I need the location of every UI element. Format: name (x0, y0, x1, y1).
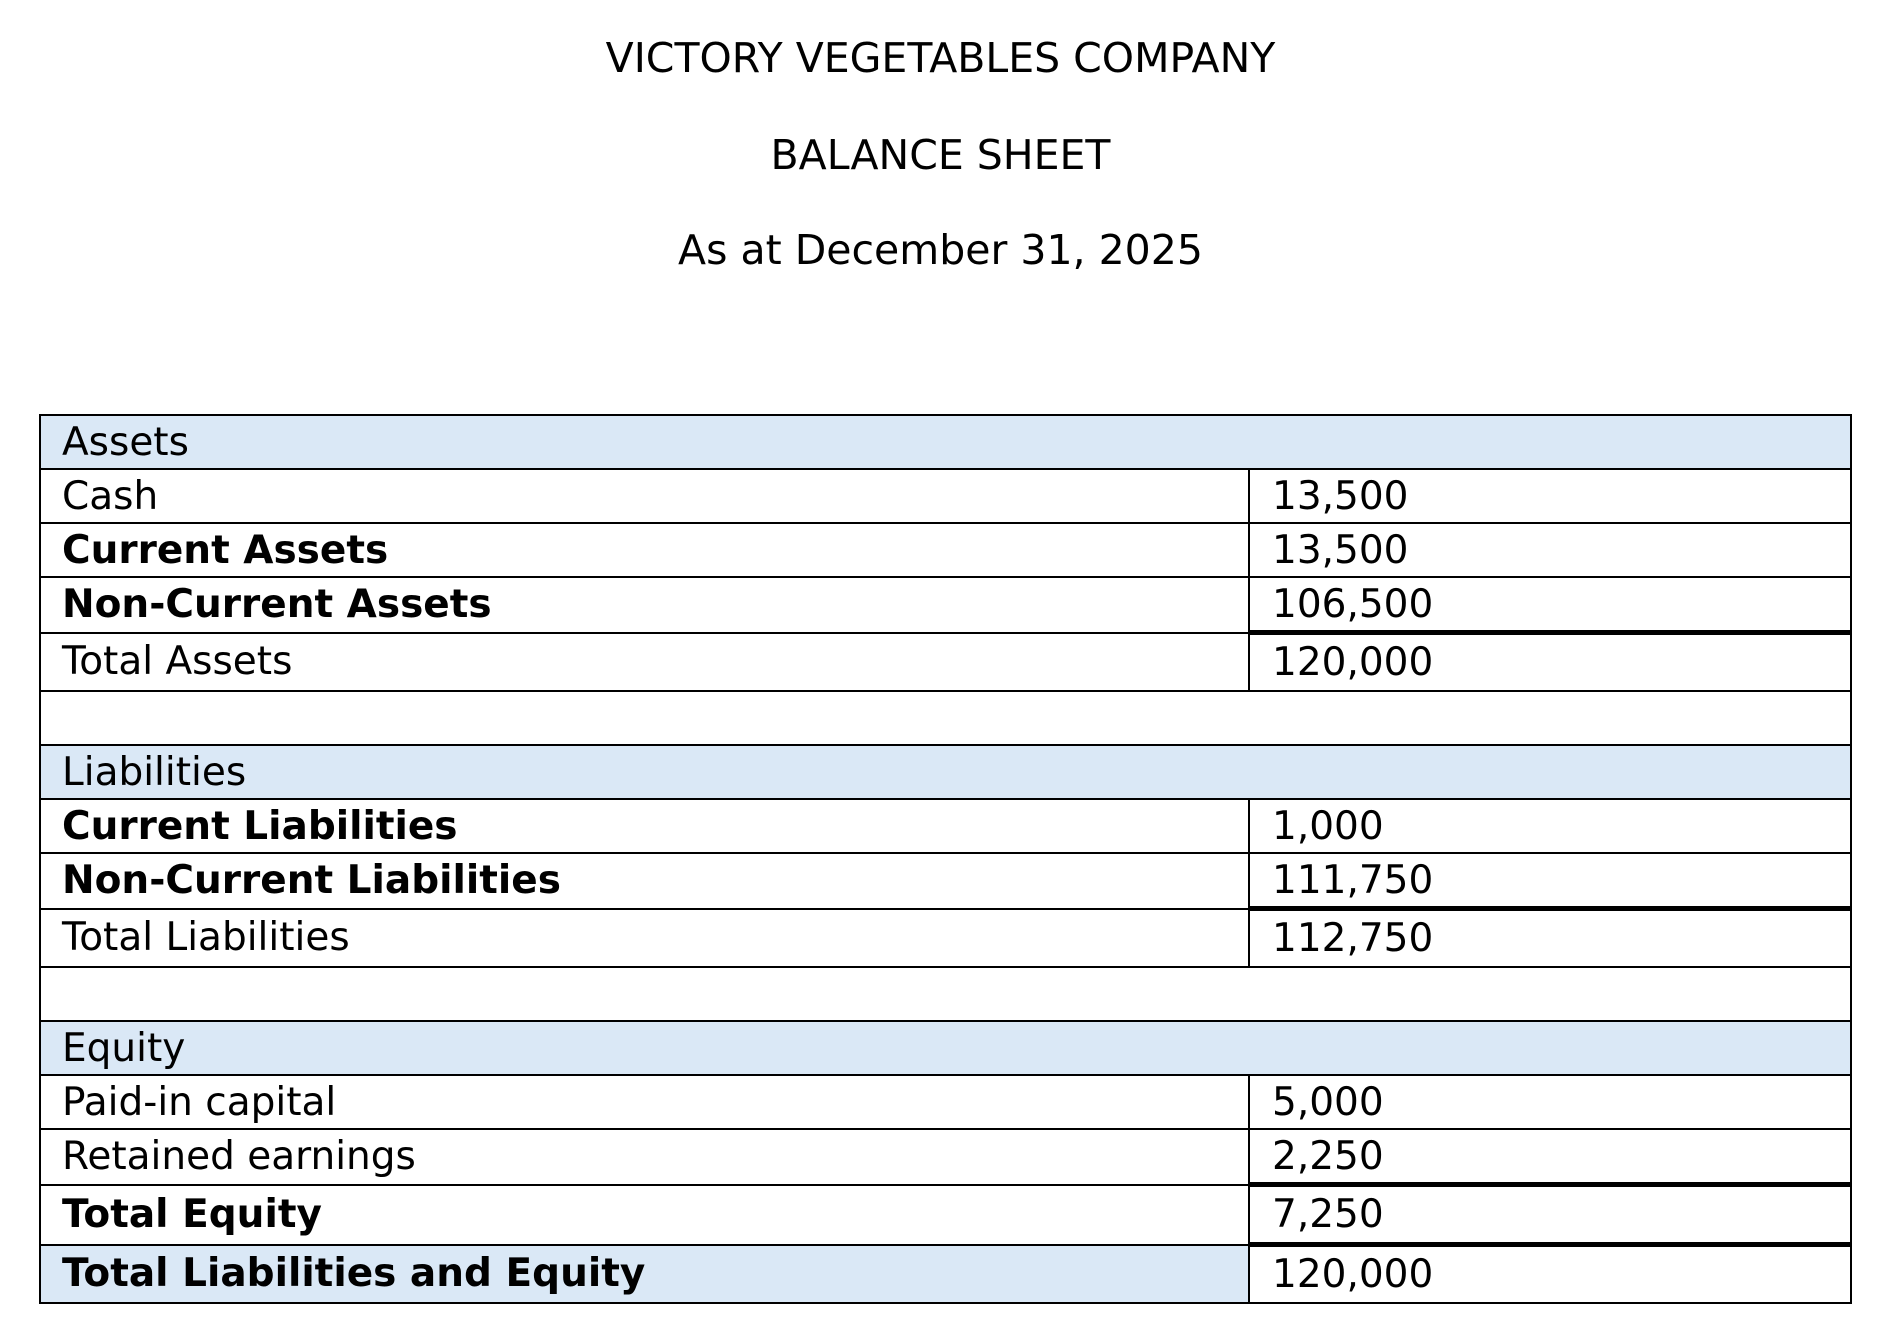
table-row (40, 853, 1851, 909)
total-value: 112,750 (1249, 909, 1851, 968)
row-label: Non-Current Assets (40, 577, 1249, 633)
row-value: 111,750 (1249, 853, 1851, 909)
liabilities-section-header (40, 745, 1851, 799)
spacer-row (40, 967, 1851, 1021)
total-assets-row (40, 633, 1851, 692)
empty-cell (40, 967, 1851, 1021)
company-name: VICTORY VEGETABLES COMPANY (605, 34, 1276, 82)
total-liabilities-equity-row (40, 1245, 1851, 1304)
row-value: 106,500 (1249, 577, 1851, 633)
statement-title: BALANCE SHEET (770, 131, 1111, 179)
row-label: Cash (40, 469, 1249, 523)
row-value: 13,500 (1249, 469, 1851, 523)
equity-section-header (40, 1021, 1851, 1075)
row-value: 1,000 (1249, 799, 1851, 853)
total-label: Total Assets (40, 633, 1249, 692)
section-heading: Equity (40, 1021, 1851, 1075)
row-label: Retained earnings (40, 1129, 1249, 1185)
empty-cell (40, 691, 1851, 745)
spacer-row (40, 691, 1851, 745)
total-liabilities-row (40, 909, 1851, 968)
row-value: 2,250 (1249, 1129, 1851, 1185)
section-heading: Assets (40, 415, 1851, 469)
row-value: 13,500 (1249, 523, 1851, 577)
row-label: Current Assets (40, 523, 1249, 577)
table-row (40, 523, 1851, 577)
total-value: 120,000 (1249, 633, 1851, 692)
grand-total-label: Total Liabilities and Equity (40, 1245, 1249, 1304)
section-heading: Liabilities (40, 745, 1851, 799)
total-label: Total Liabilities (40, 909, 1249, 968)
total-label: Total Equity (40, 1185, 1249, 1245)
total-value: 7,250 (1249, 1185, 1851, 1245)
table-row (40, 469, 1851, 523)
table-row (40, 577, 1851, 633)
row-value: 5,000 (1249, 1075, 1851, 1129)
table-row (40, 799, 1851, 853)
grand-total-value: 120,000 (1249, 1245, 1851, 1304)
balance-sheet-table (39, 414, 1852, 1304)
statement-date: As at December 31, 2025 (678, 226, 1203, 274)
row-label: Current Liabilities (40, 799, 1249, 853)
table-row (40, 1129, 1851, 1185)
row-label: Non-Current Liabilities (40, 853, 1249, 909)
assets-section-header (40, 415, 1851, 469)
table-row (40, 1075, 1851, 1129)
row-label: Paid-in capital (40, 1075, 1249, 1129)
total-equity-row (40, 1185, 1851, 1245)
